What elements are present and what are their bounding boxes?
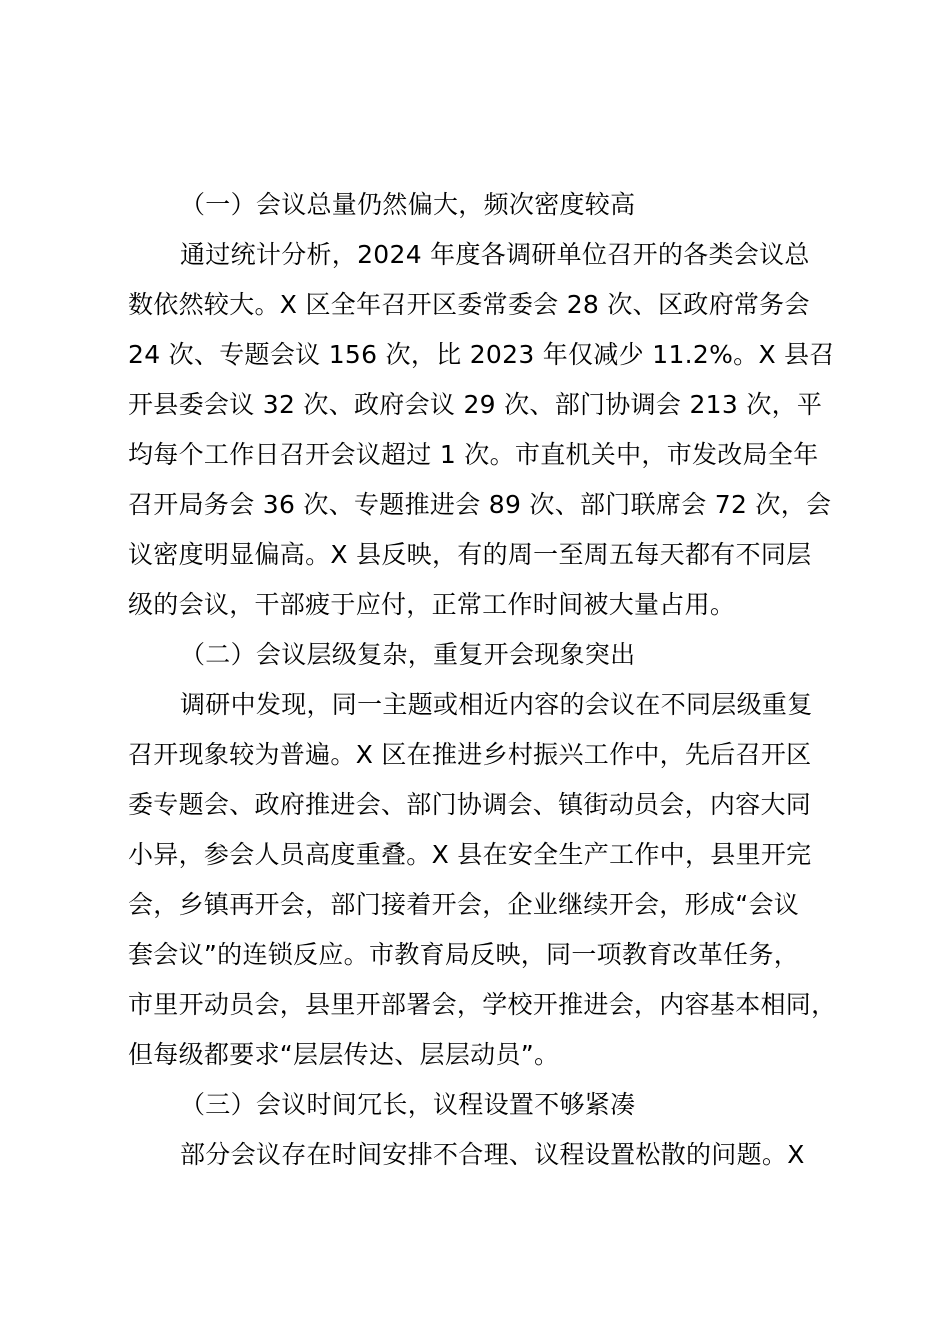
paragraph-line: 调研中发现，同一主题或相近内容的会议在不同层级重复	[180, 690, 813, 719]
paragraph-line: 委专题会、政府推进会、部门协调会、镇街动员会，内容大同	[128, 790, 812, 819]
paragraph-line: 24 次、专题会议 156 次，比 2023 年仅减少 11.2%。X 县召	[128, 340, 835, 369]
paragraph-line: 召开局务会 36 次、专题推进会 89 次、部门联席会 72 次，会	[128, 490, 832, 519]
paragraph-line: 级的会议，干部疲于应付，正常工作时间被大量占用。	[128, 590, 736, 619]
paragraph-line: 套会议”的连锁反应。市教育局反映，同一项教育改革任务，	[128, 940, 800, 969]
paragraph-line: 部分会议存在时间安排不合理、议程设置松散的问题。X	[180, 1140, 805, 1169]
paragraph-line: 市里开动员会，县里开部署会，学校开推进会，内容基本相同，	[128, 990, 837, 1019]
paragraph-line: 开县委会议 32 次、政府会议 29 次、部门协调会 213 次，平	[128, 390, 823, 419]
section-heading-1: （一）会议总量仍然偏大，频次密度较高	[180, 190, 636, 219]
paragraph-line: 均每个工作日召开会议超过 1 次。市直机关中，市发改局全年	[128, 440, 819, 469]
paragraph-line: 议密度明显偏高。X 县反映，有的周一至周五每天都有不同层	[128, 540, 812, 569]
paragraph-line: 通过统计分析，2024 年度各调研单位召开的各类会议总	[180, 240, 810, 269]
paragraph-line: 召开现象较为普遍。X 区在推进乡村振兴工作中，先后召开区	[128, 740, 812, 769]
paragraph-line: 小异，参会人员高度重叠。X 县在安全生产工作中，县里开完	[128, 840, 812, 869]
paragraph-line: 数依然较大。X 区全年召开区委常委会 28 次、区政府常务会	[128, 290, 810, 319]
section-heading-3: （三）会议时间冗长，议程设置不够紧凑	[180, 1090, 636, 1119]
paragraph-line: 但每级都要求“层层传达、层层动员”。	[128, 1040, 560, 1069]
section-heading-2: （二）会议层级复杂，重复开会现象突出	[180, 640, 636, 669]
paragraph-line: 会，乡镇再开会，部门接着开会，企业继续开会，形成“会议	[128, 890, 800, 919]
